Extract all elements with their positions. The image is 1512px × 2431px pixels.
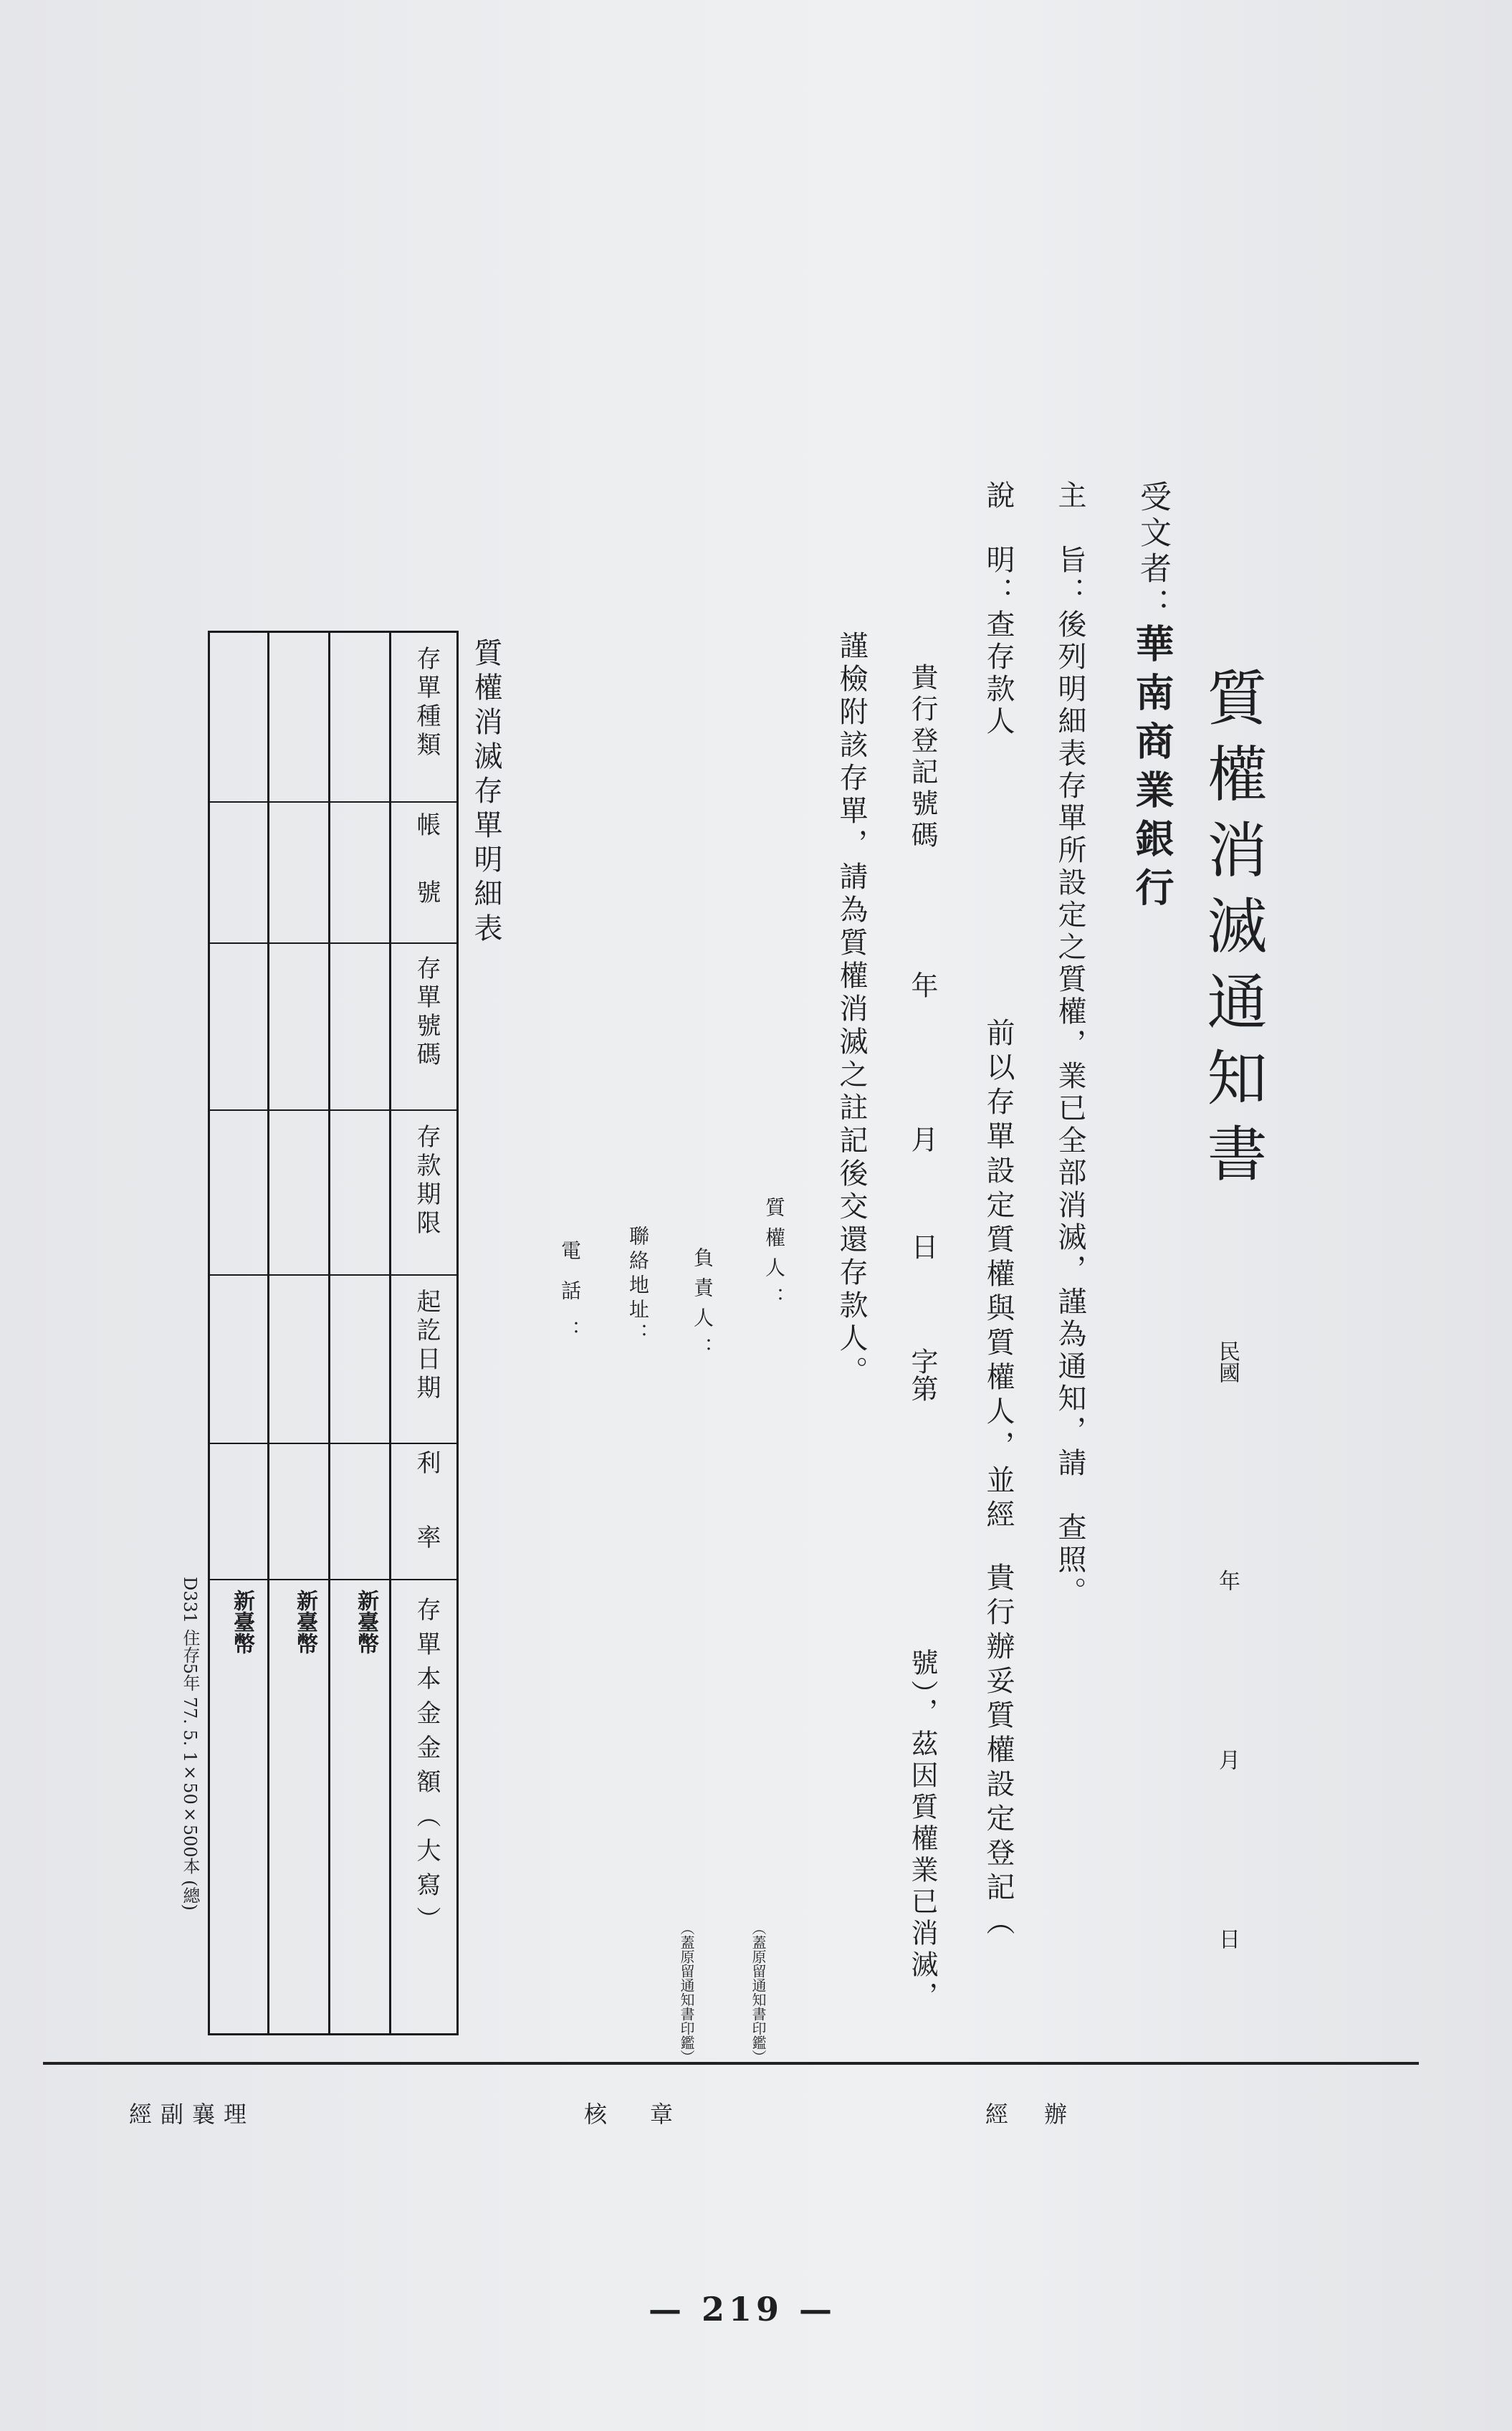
- registration-number-end: 號），茲因質權業已消滅，: [906, 1648, 938, 2013]
- seal-note-pledgee: （蓋原留通知書印鑑）: [750, 1921, 767, 2064]
- notice-date: [1211, 1340, 1243, 1949]
- table-divider: [389, 633, 391, 2033]
- footer-rule: [43, 2062, 1419, 2065]
- date-month: 月: [1215, 1749, 1240, 1770]
- currency-cell: 新臺幣: [292, 1590, 317, 1654]
- header-account: 帳號: [412, 812, 441, 947]
- explanation-line-2b: 貴行辦妥質權設定登記（: [982, 1562, 1015, 1941]
- footer-approval: 核章: [584, 2101, 717, 2128]
- date-year: 年: [1215, 1570, 1240, 1591]
- pledgee-label: 質權人：: [762, 1197, 786, 1317]
- header-term: 存款期限: [412, 1124, 441, 1238]
- header-dates: 起訖日期: [412, 1289, 441, 1403]
- registration-year: 年: [906, 971, 938, 998]
- page-number: — 219 —: [649, 2290, 837, 2329]
- footer-handler: 經辦: [985, 2101, 1104, 2128]
- explanation-intro: 說 明：查存款人: [982, 480, 1015, 738]
- currency-cell: 新臺幣: [229, 1590, 254, 1654]
- date-day: 日: [1215, 1928, 1240, 1949]
- currency-cell: 新臺幣: [353, 1590, 378, 1654]
- phone-label: 電話：: [558, 1240, 582, 1360]
- header-deposit-type: 存單種類: [412, 646, 441, 760]
- registration-day: 日: [906, 1233, 938, 1260]
- recipient-label: 受文者：: [1134, 480, 1171, 624]
- table-divider: [328, 633, 330, 2033]
- date-era: 民國: [1215, 1340, 1240, 1383]
- address-label: 聯絡地址：: [626, 1226, 650, 1347]
- header-certificate-number: 存單號碼: [412, 955, 441, 1070]
- seal-note-responsible: （蓋原留通知書印鑑）: [678, 1921, 695, 2064]
- registration-month: 月: [906, 1125, 938, 1152]
- registration-word: 字第: [906, 1347, 938, 1402]
- header-rate: 利率: [412, 1450, 441, 1599]
- recipient-name: 華南商業銀行: [1129, 624, 1175, 916]
- header-principal: 存單本金金額（大寫）: [412, 1597, 441, 1941]
- subject-continuation: 查照。: [1053, 1512, 1086, 1609]
- responsible-label: 負責人：: [691, 1247, 714, 1367]
- table-row-divider: [210, 801, 456, 803]
- notice-title: 質權消滅通知書: [1197, 667, 1268, 1198]
- explanation-line-2: [978, 1018, 1019, 1941]
- registration-number-label: 貴行登記號碼: [906, 663, 938, 852]
- detail-table: [208, 631, 459, 2035]
- table-divider: [267, 633, 269, 2033]
- subject-line: 主 旨：後列明細表存單所設定之質權，業已全部消滅，謹為通知，請: [1053, 480, 1086, 1480]
- detail-table-title: 質權消滅存單明細表: [469, 638, 502, 947]
- recipient-line: [1125, 480, 1180, 916]
- form-code: D331 住存5年 77. 5. 1×50×500本 (總): [180, 1577, 200, 1911]
- explanation-line-2a: 前以存單設定質權與質權人，並經: [982, 1018, 1015, 1534]
- table-row-divider: [210, 1274, 456, 1276]
- explanation-closing: 謹檢附該存單，請為質權消滅之註記後交還存款人。: [835, 631, 868, 1389]
- table-row-divider: [210, 1443, 456, 1444]
- table-row-divider: [210, 1109, 456, 1111]
- footer-deputy-manager: 經副襄理: [129, 2101, 256, 2128]
